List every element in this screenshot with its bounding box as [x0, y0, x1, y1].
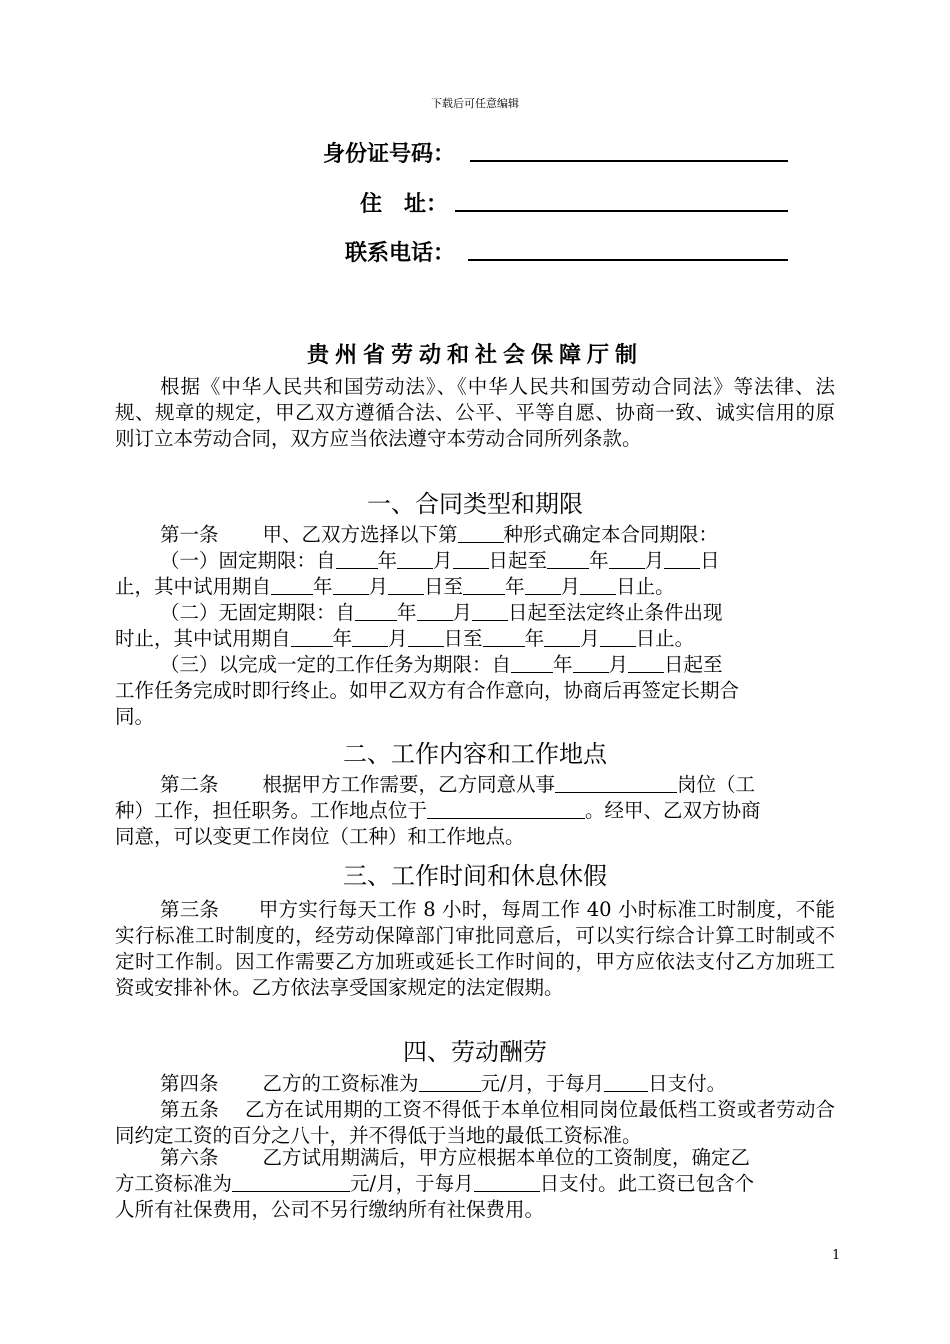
task-term-line-3: 同。 — [115, 705, 155, 728]
fixed-term-line-2: 止，其中试用期自 年 月 日至 年 月 日止。 — [115, 575, 675, 598]
article-2-line-3: 同意，可以变更工作岗位（工种）和工作地点。 — [115, 825, 525, 848]
article-5: 第五条 乙方在试用期的工资不得低于本单位相同岗位最低档工资或者劳动合同约定工资的百分之八十，并不得低于当地的最低工资标准。 — [115, 1098, 835, 1147]
article-3: 第三条 甲方实行每天工作 8 小时，每周工作 40 小时标准工时制度，不能实行标准工时制度的，经劳动保障部门审批同意后，可以实行综合计算工时制或不定时工作制。因工作需要乙方加班或延长工作时间的，甲方应依法支付乙方加班工资或安排补休。乙方依法享受国家规定的法定假期。 — [115, 898, 835, 999]
blank-field[interactable] — [388, 576, 424, 595]
watermark-header: 下载后可任意编辑 — [431, 97, 519, 110]
blank-field[interactable] — [472, 602, 508, 621]
blank-field[interactable] — [333, 576, 369, 595]
blank-field[interactable] — [525, 576, 561, 595]
blank-field[interactable] — [271, 576, 313, 595]
form-choice-blank[interactable] — [458, 524, 504, 543]
phone-label: 联系电话： — [345, 241, 456, 266]
blank-field[interactable] — [600, 628, 636, 647]
position-blank[interactable] — [555, 774, 677, 793]
blank-field[interactable] — [355, 602, 397, 621]
post-probation-salary-blank[interactable] — [232, 1173, 350, 1192]
blank-field[interactable] — [417, 602, 453, 621]
blank-field[interactable] — [544, 628, 580, 647]
address-field[interactable] — [455, 186, 788, 212]
salary-blank[interactable] — [419, 1073, 481, 1092]
article-6-line-1: 第六条 乙方试用期满后，甲方应根据本单位的工资制度，确定乙 — [160, 1146, 751, 1169]
blank-field[interactable] — [352, 628, 388, 647]
open-term-line-2: 时止，其中试用期自 年 月 日至 年 月 日止。 — [115, 627, 695, 650]
id-number-label: 身份证号码： — [323, 142, 456, 167]
blank-field[interactable] — [609, 550, 645, 569]
fixed-term-line-1: （一）固定期限：自 年 月 日起至 年 月 日 — [160, 549, 720, 572]
blank-field[interactable] — [664, 550, 700, 569]
task-term-line-1: （三）以完成一定的工作任务为期限：自 年 月 日起至 — [160, 653, 723, 676]
post-probation-payday-blank[interactable] — [474, 1173, 540, 1192]
blank-field[interactable] — [580, 576, 616, 595]
article-1: 第一条 甲、乙双方选择以下第 种形式确定本合同期限： — [160, 523, 719, 546]
id-number-field[interactable] — [470, 136, 788, 162]
section-1-heading: 一、合同类型和期限 — [367, 490, 583, 518]
blank-field[interactable] — [573, 654, 609, 673]
blank-field[interactable] — [397, 550, 433, 569]
phone-field[interactable] — [468, 235, 788, 261]
blank-field[interactable] — [547, 550, 589, 569]
blank-field[interactable] — [511, 654, 553, 673]
blank-field[interactable] — [408, 628, 444, 647]
blank-field[interactable] — [336, 550, 378, 569]
blank-field[interactable] — [483, 628, 525, 647]
article-4: 第四条 乙方的工资标准为 元/月，于每月 日支付。 — [160, 1072, 727, 1095]
page-number: 1 — [832, 1248, 841, 1263]
blank-field[interactable] — [628, 654, 664, 673]
article-2-line-2: 种）工作，担任职务。工作地点位于 。经甲、乙双方协商 — [115, 799, 761, 822]
section-4-heading: 四、劳动酬劳 — [403, 1038, 547, 1066]
article-6-line-3: 人所有社保费用，公司不另行缴纳所有社保费用。 — [115, 1198, 545, 1221]
article-2-line-1: 第二条 根据甲方工作需要，乙方同意从事 岗位（工 — [160, 773, 756, 796]
blank-field[interactable] — [291, 628, 333, 647]
address-label: 住 址： — [360, 192, 449, 217]
intro-paragraph: 根据《中华人民共和国劳动法》、《中华人民共和国劳动合同法》等法律、法规、规章的规定，甲乙双方遵循合法、公平、平等自愿、协商一致、诚实信用的原则订立本劳动合同，双方应当依法遵守本劳动合同所列条款。 — [115, 375, 835, 450]
open-term-line-1: （二）无固定期限：自 年 月 日起至法定终止条件出现 — [160, 601, 723, 624]
payday-blank[interactable] — [604, 1073, 648, 1092]
task-term-line-2: 工作任务完成时即行终止。如甲乙双方有合作意向，协商后再签定长期合 — [115, 679, 740, 702]
blank-field[interactable] — [453, 550, 489, 569]
blank-field[interactable] — [463, 576, 505, 595]
workplace-blank[interactable] — [427, 800, 585, 819]
article-6-line-2: 方工资标准为 元/月，于每月 日支付。此工资已包含个 — [115, 1172, 755, 1195]
issuer-title: 贵州省劳动和社会保障厅制 — [306, 342, 643, 368]
section-3-heading: 三、工作时间和休息休假 — [343, 862, 607, 890]
section-2-heading: 二、工作内容和工作地点 — [343, 740, 607, 768]
